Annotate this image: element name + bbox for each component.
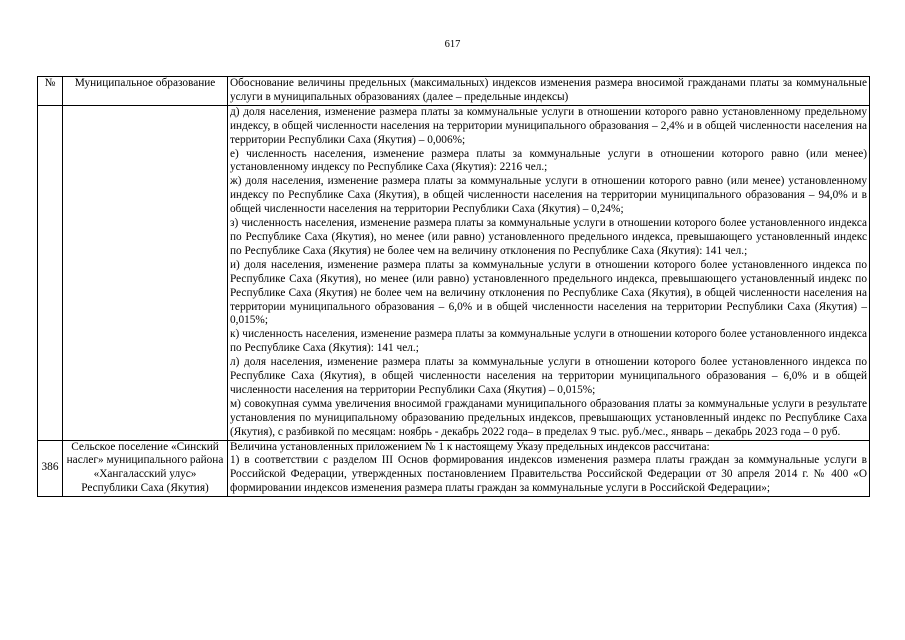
page-number: 617 bbox=[444, 39, 461, 50]
table-row-386 bbox=[38, 440, 870, 497]
cell-municipality-empty bbox=[63, 105, 228, 440]
row-386-justification bbox=[228, 440, 870, 497]
header-municipality: Муниципальное образование bbox=[63, 77, 228, 106]
table-header-row bbox=[38, 77, 870, 106]
paragraph-zh: ж) доля населения, изменение размера платы за коммунальные услуги в отношении которого равно (или менее) установленному индексу по Республике Саха (Якутия), в общей численности населения на территории муниципального образования – 94,0% и в общей численности населения на территории Республики Саха (Якутия) – 0,24%; bbox=[230, 175, 867, 216]
paragraph-l: л) доля населения, изменение размера платы за коммунальные услуги в отношении которого более установленного индекса по Республике Саха (Якутия), в общей численности населения на территории муниципального образования – 6,0% и в общей численности населения на территории Республики Саха (Якутия) – 0,015%; bbox=[230, 356, 867, 396]
paragraph-d: д) доля населения, изменение размера платы за коммунальные услуги в отношении которого равно установленному предельному индексу, в общей численности населения на территории муниципального образования – 2,4% и в общей численности населения на территории Республики Саха (Якутия) – 0,006%; bbox=[230, 105, 867, 146]
paragraph-k: к) численность населения, изменение размера платы за коммунальные услуги в отношении которого более установленного индекса по Республике Саха (Якутия): 141 чел.; bbox=[230, 328, 867, 355]
row-386-municipality: Сельское поселение «Синский наслег» муниципального района «Хангаласский улус» Республики Саха (Якутия) bbox=[63, 440, 228, 497]
table-row-continuation bbox=[38, 105, 870, 440]
paragraph-m: м) совокупная сумма увеличения вносимой гражданами муниципального образования платы за коммунальные услуги в результате установления по муниципальному образованию предельных индексов, превышающих установленный индекс по Республике Саха (Якутия), с разбивкой по месяцам: ноябрь - декабрь 2022 года– в пределах 9 тыс. руб./мес., январь – декабрь 2023 года – 0 руб. bbox=[230, 397, 867, 438]
row-386-paragraph-1: 1) в соответствии с разделом III Основ формирования индексов изменения размера платы граждан за коммунальные услуги в Российской Федерации, утвержденных постановлением Правительства Российской Федерации от 30 апреля 2014 г. № 400 «О формировании индексов изменения размера платы граждан за коммунальные услуги в Российской Федерации»; bbox=[230, 454, 867, 495]
row-386-number: 386 bbox=[38, 440, 63, 497]
paragraph-z: з) численность населения, изменение размера платы за коммунальные услуги в отношении которого более установленного индекса по Республике Саха (Якутия), но менее (или равно) установленного предельного индекса, превышающего установленный индекс по Республике Саха (Якутия) не более чем на величину отклонения по Республике Саха (Якутия): 141 чел.; bbox=[230, 217, 867, 257]
indices-table bbox=[37, 76, 870, 497]
header-justification: Обоснование величины предельных (максимальных) индексов изменения размера вносимой гражданами платы за коммунальные услуги в муниципальных образованиях (далее – предельные индексы) bbox=[228, 77, 870, 106]
header-number: № bbox=[38, 77, 63, 106]
row-386-paragraph-intro: Величина установленных приложением № 1 к настоящему Указу предельных индексов рассчитана: bbox=[230, 440, 710, 453]
cell-justification-continuation bbox=[228, 105, 870, 440]
paragraph-i: и) доля населения, изменение размера платы за коммунальные услуги в отношении которого более установленного индекса по Республике Саха (Якутия), но менее (или равно) установленного предельного индекса, превышающего установленный индекс по Республике Саха (Якутия) не более чем на величину отклонения по Республике Саха (Якутия), в общей численности населения на территории муниципального образования – 6,0% и в общей численности населения на территории Республики Саха (Якутия) – 0,015%; bbox=[230, 258, 867, 327]
cell-number-empty bbox=[38, 105, 63, 440]
paragraph-e: е) численность населения, изменение размера платы за коммунальные услуги в отношении которого равно (или менее) установленному индексу по Республике Саха (Якутия): 2216 чел.; bbox=[230, 147, 867, 174]
